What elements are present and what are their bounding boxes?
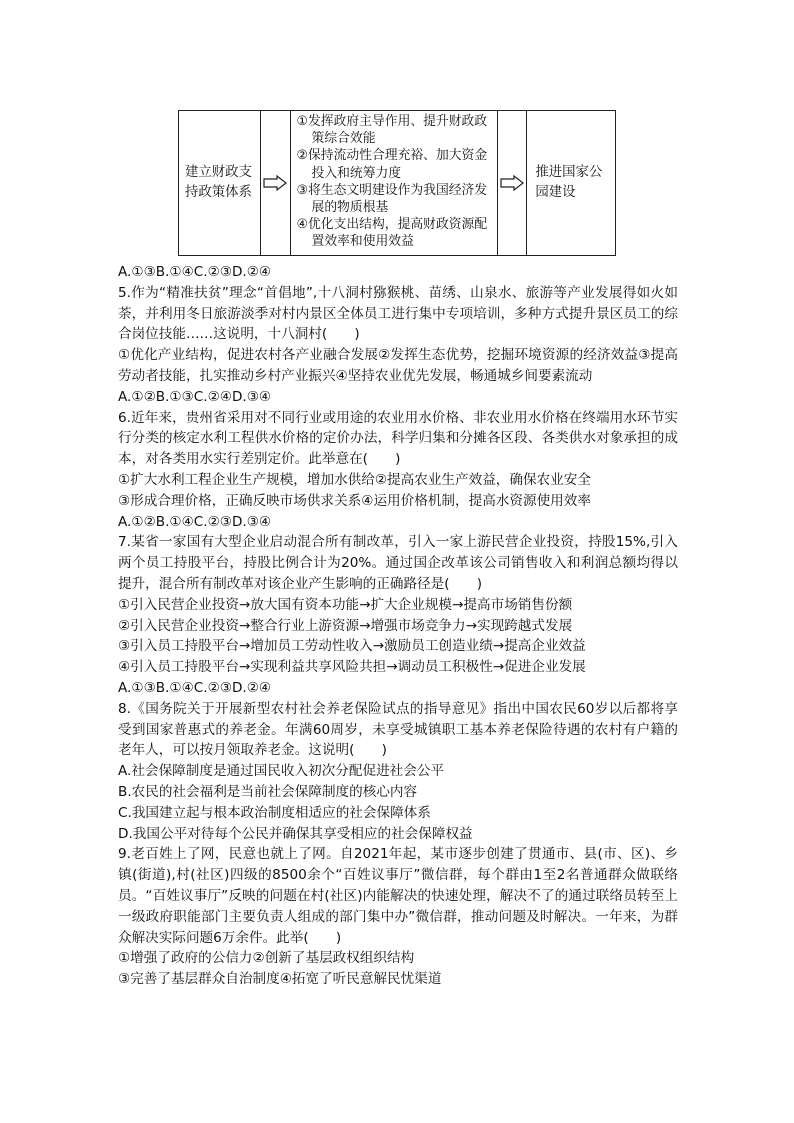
q8-option-c: C.我国建立起与根本政治制度相适应的社会保障体系	[118, 804, 431, 821]
policy-flowchart	[178, 110, 616, 256]
q8-option-a: A.社会保障制度是通过国民收入初次分配促进社会公平	[118, 763, 445, 780]
q6-stem: 6.近年来，贵州省采用对不同行业或用途的农业用水价格、非农业用水价格在终端用水环节实行分类的核定水利工程供水价格的定价办法，科学归集和分摊各区段、各类供水对象承担的成本，对各类用水实行差别定价。此举意在( )	[118, 409, 678, 468]
q7-path-2: ②引入民营企业投资→整合行业上游资源→增强市场竞争力→实现跨越式发展	[118, 617, 573, 634]
flow-middle-box	[291, 111, 498, 255]
flow-arrow-1	[261, 111, 291, 255]
q8-option-b: B.农民的社会福利是当前社会保障制度的核心内容	[118, 783, 418, 800]
flow-right-text: 推进国家公园建设	[535, 165, 603, 200]
q5-stem: 5.作为“精准扶贫”理念“首倡地”,十八洞村猕猴桃、苗绣、山泉水、旅游等产业发展得如火如荼，并利用冬日旅游淡季对村内景区全体员工进行集中专项培训，多种方式提升景区员工的综合岗位技能……这说明，十八洞村( )	[118, 284, 678, 343]
q5-choices: ①优化产业结构，促进农村各产业融合发展②发挥生态优势，挖掘环境资源的经济效益③提高劳动者技能，扎实推动乡村产业振兴④坚持农业优先发展，畅通城乡间要素流动	[118, 347, 678, 384]
q8-option-d: D.我国公平对待每个公民并确保其享受相应的社会保障权益	[118, 825, 473, 842]
q7-stem: 7.某省一家国有大型企业启动混合所有制改革，引入一家上游民营企业投资，持股15%,引入两个员工持股平台，持股比例合计为20%。通过国企改革该公司销售收入和利润总额均得以提升，混合所有制改革对该企业产生影响的正确路径是( )	[118, 534, 678, 592]
q7-path-1: ①引入民营企业投资→放大国有资本功能→扩大企业规模→提高市场销售份额	[118, 596, 573, 613]
q6-choice-line-1: ①扩大水利工程企业生产规模，增加水供给②提高农业生产效益，确保农业安全	[118, 471, 591, 488]
flow-item-1: ①发挥政府主导作用、提升财政政策综合效能	[296, 114, 488, 147]
flow-arrow-2	[498, 111, 528, 255]
q8-stem: 8.《国务院关于开展新型农村社会养老保险试点的指导意见》指出中国农民60岁以后都将享受到国家普惠式的养老金。年满60周岁，未享受城镇职工基本养老保险待遇的农村有户籍的老年人，可以按月领取养老金。这说明( )	[118, 700, 678, 759]
q9-stem: 9.老百姓上了网，民意也就上了网。自2021年起，某市逐步创建了贯通市、县(市、区)、乡镇(街道),村(社区)四级的8500余个“百姓议事厅”微信群，每个群由1至2名普通群众做联络员。“百姓议事厅”反映的问题在村(社区)内能解决的快速处理，解决不了的通过联络员转至上一级政府职能部门主要负责人组成的部门集中办”微信群，推动问题及时解决。一年来，为群众解决实际问题6万余件。此举( )	[118, 846, 678, 946]
questions-body	[118, 262, 678, 990]
q5-options: A.①②B.①③C.②④D.③④	[118, 388, 272, 405]
q7-options: A.①③B.①④C.②③D.②④	[118, 679, 272, 696]
flow-left-box	[179, 111, 261, 255]
flow-item-4: ④优化支出结构，提高财政资源配置效率和使用效益	[296, 217, 488, 250]
q7-path-3: ③引入员工持股平台→增加员工劳动性收入→激励员工创造业绩→提高企业效益	[118, 638, 586, 655]
q9-choice-line-2: ③完善了基层群众自治制度④拓宽了听民意解民忧渠道	[118, 971, 442, 988]
q9-choice-line-1: ①增强了政府的公信力②创新了基层政权组织结构	[118, 950, 415, 967]
flow-item-3: ③将生态文明建设作为我国经济发展的物质根基	[296, 182, 488, 216]
flow-item-2: ②保持流动性合理充裕、加大资金投入和统筹力度	[296, 148, 488, 181]
flow-left-text: 建立财政支持政策体系	[185, 165, 252, 200]
q6-options: A.①②B.①④C.②③D.③④	[118, 513, 272, 530]
q6-choice-line-2: ③形成合理价格，正确反映市场供求关系④运用价格机制，提高水资源使用效率	[118, 492, 591, 509]
flow-right-box	[527, 111, 615, 255]
right-arrow-icon	[263, 175, 287, 191]
q4-options: A.①③B.①④C.②③D.②④	[118, 264, 272, 280]
q7-path-4: ④引入员工持股平台→实现利益共享风险共担→调动员工积极性→促进企业发展	[118, 659, 586, 676]
right-arrow-icon	[500, 175, 524, 191]
